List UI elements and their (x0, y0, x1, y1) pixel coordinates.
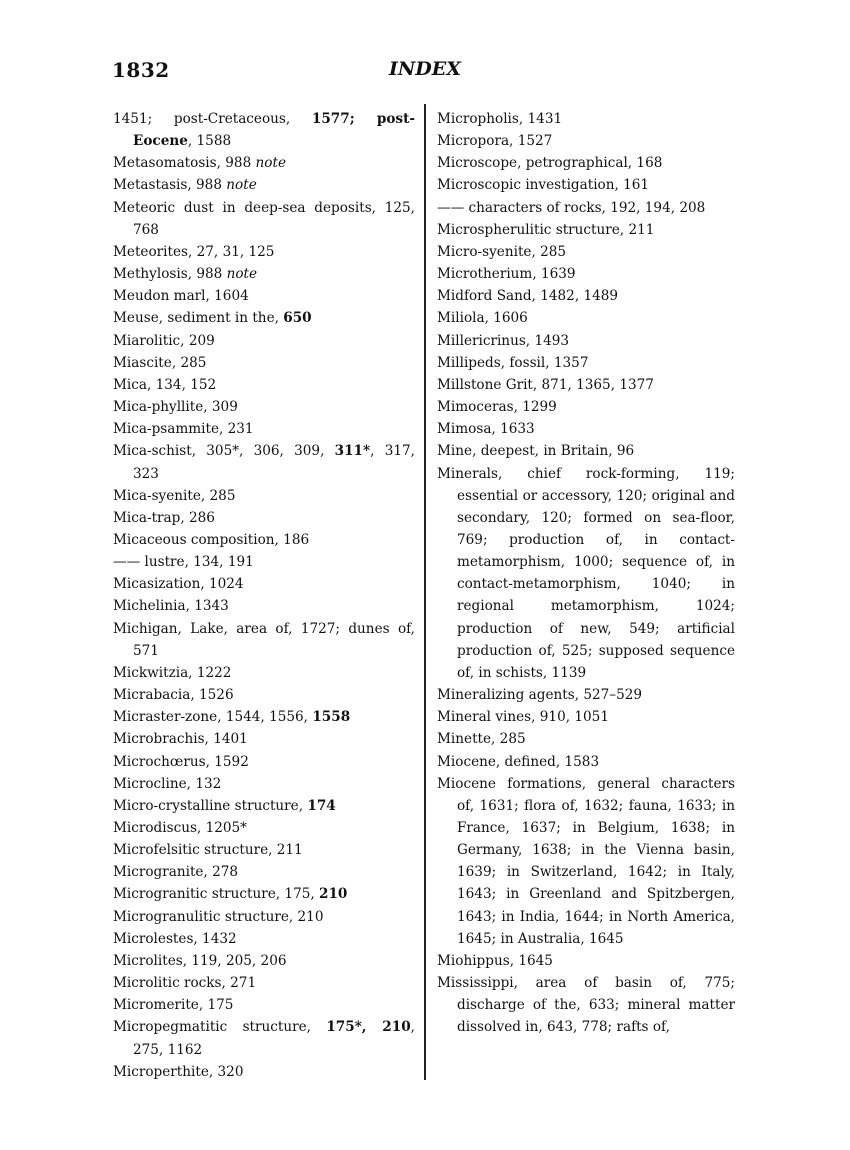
index-entry (113, 551, 415, 573)
index-entry-text: , 317, 323 (133, 443, 415, 482)
index-entry-text: Microgranulitic structure, 210 (113, 908, 324, 925)
index-entry (437, 440, 735, 462)
index-column-left (113, 108, 415, 1083)
index-entry (113, 1016, 415, 1060)
index-entry (437, 352, 735, 374)
index-entry (113, 728, 415, 750)
index-entry (437, 374, 735, 396)
index-entry-text: Microcline, 132 (113, 775, 222, 792)
index-entry-text: Miocene, defined, 1583 (437, 753, 600, 770)
index-entry-text: 311* (334, 443, 371, 460)
index-entry (437, 706, 735, 728)
index-entry-text: Micro-syenite, 285 (437, 243, 567, 260)
index-entry-text: 175*, 210 (326, 1019, 411, 1036)
index-entry (437, 751, 735, 773)
index-entry-text: Metastasis, 988 (113, 177, 227, 194)
index-entry (113, 662, 415, 684)
index-entry-text: Methylosis, 988 (113, 266, 227, 283)
index-entry-text: Michelinia, 1343 (113, 598, 229, 615)
index-entry-text: Microscope, petrographical, 168 (437, 155, 663, 172)
index-entry-text: note (226, 177, 257, 194)
index-entry-text: —— lustre, 134, 191 (113, 554, 254, 571)
index-entry-text: Micropegmatitic structure, (113, 1019, 327, 1036)
index-entry-text: 1451; post-Cretaceous, (113, 111, 312, 127)
index-entry-text: Midford Sand, 1482, 1489 (437, 288, 619, 305)
index-entry (113, 573, 415, 595)
index-entry-text: Microfelsitic structure, 211 (113, 842, 303, 859)
index-entry-text: Micropholis, 1431 (437, 111, 563, 127)
index-entry-text: Micaceous composition, 186 (113, 531, 310, 548)
index-entry-text: Mineral vines, 910, 1051 (437, 709, 609, 726)
index-entry-text: , 275, 1162 (133, 1019, 415, 1058)
index-entry-text: Microperthite, 320 (113, 1063, 244, 1080)
index-entry (437, 728, 735, 750)
index-entry (113, 197, 415, 241)
index-entry (437, 463, 735, 685)
running-head: INDEX (389, 58, 461, 80)
index-entry-text: Mickwitzia, 1222 (113, 664, 232, 681)
index-entry-text: Micropora, 1527 (437, 133, 553, 150)
index-entry-text: Michigan, Lake, area of, 1727; dunes of, 571 (113, 620, 415, 659)
index-entry (113, 994, 415, 1016)
index-entry-text: Meuse, sediment in the, (113, 310, 284, 327)
index-entry-text: 210 (319, 886, 348, 903)
index-entry-text: Mimoceras, 1299 (437, 399, 557, 416)
index-entry-text: note (255, 155, 286, 172)
index-entry (113, 839, 415, 861)
index-entry-text: note (226, 266, 258, 283)
index-entry (113, 152, 415, 174)
index-entry-text: Microgranitic structure, 175, (113, 886, 320, 903)
index-entry-text: Micromerite, 175 (113, 997, 234, 1014)
index-entry-text: Mimosa, 1633 (437, 421, 535, 438)
index-entry (113, 285, 415, 307)
index-entry (113, 174, 415, 196)
index-entry (113, 241, 415, 263)
index-entry (113, 618, 415, 662)
index-entry (113, 352, 415, 374)
index-entry-text: Metasomatosis, 988 (113, 155, 256, 172)
index-entry-text: 650 (283, 310, 312, 327)
index-entry (113, 307, 415, 329)
index-entry-text: Microdiscus, 1205* (113, 820, 247, 836)
index-entry-text: Mine, deepest, in Britain, 96 (437, 443, 635, 460)
index-entry (437, 197, 735, 219)
index-entry (437, 307, 735, 329)
index-entry-text: Minette, 285 (437, 731, 526, 748)
index-entry (113, 108, 415, 152)
index-entry-text: Miascite, 285 (113, 354, 207, 371)
index-entry-text: Microbrachis, 1401 (113, 731, 248, 748)
index-entry (437, 396, 735, 418)
index-entry-text: Microgranite, 278 (113, 864, 239, 881)
index-entry (437, 219, 735, 241)
index-entry-text: —— characters of rocks, 192, 194, 208 (437, 199, 706, 216)
index-entry-text: Miliola, 1606 (437, 310, 528, 327)
index-entry-text: Miarolitic, 209 (113, 332, 215, 349)
index-entry-text: Micasization, 1024 (113, 576, 244, 593)
index-entry (113, 706, 415, 728)
index-entry (437, 950, 735, 972)
index-column-right (437, 108, 735, 1039)
index-entry (113, 751, 415, 773)
index-entry-text: Micro-crystalline structure, (113, 797, 308, 814)
index-entry (113, 440, 415, 484)
index-entry-text: Miocene formations, general characters of, 1631; flora of, 1632; fauna, 1633; in France, 1637; in Belgium, 1638; in Germany, 1638; in the Vienna basin, 1639; in Switzerland, 1642; in Italy, 1643; in Greenland and Spitzbergen, 1643; in India, 1644; in North America, 1645; in Australia, 1645 (437, 775, 735, 947)
index-entry (113, 773, 415, 795)
index-entry (113, 950, 415, 972)
index-entry (113, 928, 415, 950)
index-entry (113, 330, 415, 352)
index-entry-text: Mica-syenite, 285 (113, 487, 236, 504)
index-entry-text: Meteoric dust in deep-sea deposits, 125, 768 (113, 199, 415, 238)
index-entry-text: Mica-psammite, 231 (113, 421, 254, 438)
index-entry (437, 263, 735, 285)
index-entry-text: Microlitic rocks, 271 (113, 975, 257, 992)
index-entry-text: Meteorites, 27, 31, 125 (113, 243, 275, 260)
index-entry-text: Meudon marl, 1604 (113, 288, 249, 305)
index-entry (437, 418, 735, 440)
index-entry (437, 108, 735, 130)
index-entry-text: Microspherulitic structure, 211 (437, 221, 655, 238)
index-entry (113, 263, 415, 285)
index-entry (437, 773, 735, 950)
index-entry-text: Millipeds, fossil, 1357 (437, 354, 589, 371)
index-entry-text: Millstone Grit, 871, 1365, 1377 (437, 376, 654, 393)
index-entry (113, 684, 415, 706)
index-entry-text: Microlites, 119, 205, 206 (113, 952, 287, 969)
index-entry-text: Microchœrus, 1592 (113, 753, 249, 770)
index-entry-text: 1577; post-Eocene (133, 111, 415, 150)
index-entry-text: 174 (307, 797, 336, 814)
index-entry (113, 883, 415, 905)
index-entry (437, 330, 735, 352)
index-entry-text: Mica-schist, 305*, 306, 309, (113, 443, 335, 460)
index-entry (113, 595, 415, 617)
index-entry-text: Microscopic investigation, 161 (437, 177, 650, 194)
page-number: 1832 (112, 58, 170, 82)
index-entry-text: Mica-phyllite, 309 (113, 399, 238, 416)
index-entry (113, 418, 415, 440)
index-entry-text: Millericrinus, 1493 (437, 332, 570, 349)
index-entry (113, 485, 415, 507)
index-entry-text: Mica, 134, 152 (113, 376, 217, 393)
index-entry (113, 906, 415, 928)
index-entry (113, 1061, 415, 1083)
index-entry (113, 817, 415, 839)
index-entry (437, 241, 735, 263)
index-entry (437, 174, 735, 196)
index-entry (113, 396, 415, 418)
index-entry (437, 285, 735, 307)
index-entry-text: Microlestes, 1432 (113, 930, 237, 947)
index-entry (113, 529, 415, 551)
index-entry-text: Mineralizing agents, 527–529 (437, 687, 643, 704)
index-entry-text: Mississippi, area of basin of, 775; discharge of the, 633; mineral matter dissolved in, 643, 778; rafts of, (437, 975, 735, 1036)
index-entry-text: Microtherium, 1639 (437, 266, 576, 283)
index-entry (113, 795, 415, 817)
index-entry (437, 130, 735, 152)
column-divider (424, 104, 426, 1080)
index-entry-text: Minerals, chief rock-forming, 119; essential or accessory, 120; original and secondary, 120; formed on sea-floor, 769; production of, in contact-metamorphism, 1000; sequence of, in contact-metamorphism, 1040; in regional metamorphism, 1024; production of new, 549; artificial production of, 525; supposed sequence of, in schists, 1139 (437, 465, 735, 681)
index-entry (113, 374, 415, 396)
index-entry-text: Mica-trap, 286 (113, 509, 215, 526)
index-entry (437, 152, 735, 174)
index-entry (113, 861, 415, 883)
index-entry-text: Micraster-zone, 1544, 1556, (113, 709, 313, 726)
index-entry-text: 1558 (312, 709, 351, 726)
index-entry-text: Miohippus, 1645 (437, 952, 553, 969)
index-entry-text: , 1588 (187, 133, 232, 150)
index-entry (113, 972, 415, 994)
index-entry (437, 972, 735, 1038)
index-entry (437, 684, 735, 706)
index-entry-text: Micrabacia, 1526 (113, 687, 234, 704)
index-entry (113, 507, 415, 529)
